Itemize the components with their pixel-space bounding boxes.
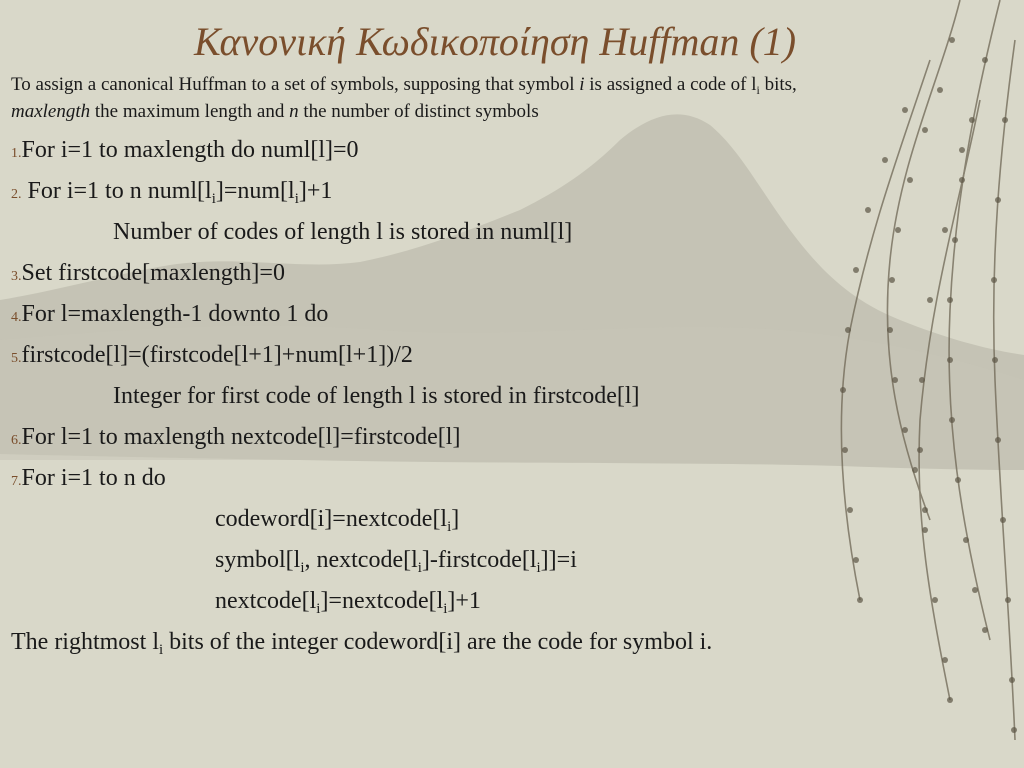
intro-text: the number of distinct symbols xyxy=(298,101,539,122)
step-text: For l=1 to maxlength nextcode[l]=firstcode[l] xyxy=(21,424,461,450)
step-4 xyxy=(11,299,328,333)
code-text: ]+1 xyxy=(447,588,481,614)
code-text: ] xyxy=(451,506,460,532)
intro-text: To assign a canonical Huffman to a set of symbols, supposing that symbol xyxy=(11,74,580,95)
code-text: nextcode[l xyxy=(215,588,317,614)
step-7 xyxy=(11,463,166,497)
intro-var-i: i xyxy=(579,74,585,95)
slide-title: Κανονική Κωδικοποίηση Huffman (1) xyxy=(193,19,797,64)
intro-var-n: n xyxy=(289,101,299,122)
step-5 xyxy=(11,340,413,374)
step-number: 7. xyxy=(11,474,22,489)
footer-text: The rightmost l xyxy=(11,629,159,655)
subscript: i xyxy=(417,560,422,577)
step-text: Set firstcode[maxlength]=0 xyxy=(21,260,285,286)
step-text: For i=1 to maxlength do numl[l]=0 xyxy=(21,137,359,163)
note-num-codes: Number of codes of length l is stored in numl[l] xyxy=(113,219,573,245)
step-text: ]=num[l xyxy=(215,178,295,204)
step-6 xyxy=(11,422,460,456)
code-codeword xyxy=(215,504,459,534)
step-1 xyxy=(11,135,359,169)
code-text: , nextcode[l xyxy=(304,547,418,573)
subscript: i xyxy=(316,601,321,618)
step-number: 3. xyxy=(11,269,22,284)
footer-text: bits of the integer codeword[i] are the code for symbol i. xyxy=(163,629,713,655)
subscript: i xyxy=(443,601,448,618)
subscript: i xyxy=(536,560,541,577)
intro-paragraph xyxy=(11,71,1001,125)
step-text: For l=maxlength-1 downto 1 do xyxy=(21,301,329,327)
subscript: i xyxy=(294,191,299,208)
step-text: ]+1 xyxy=(298,178,333,204)
subscript: i xyxy=(211,191,216,208)
code-text: ]-firstcode[l xyxy=(421,547,537,573)
intro-subscript: i xyxy=(756,84,760,98)
step-3 xyxy=(11,258,285,292)
subscript: i xyxy=(300,560,305,577)
note-first-code: Integer for first code of length l is stored in firstcode[l] xyxy=(113,383,640,409)
step-text: For i=1 to n numl[l xyxy=(21,178,212,204)
intro-var-maxlength: maxlength xyxy=(11,101,91,122)
footer-statement xyxy=(11,627,712,657)
step-number: 5. xyxy=(11,351,22,366)
step-number: 4. xyxy=(11,310,22,325)
step-number: 1. xyxy=(11,146,22,161)
code-text: ]]=i xyxy=(540,547,577,573)
step-number: 6. xyxy=(11,433,22,448)
code-text: codeword[i]=nextcode[l xyxy=(215,506,448,532)
code-symbol xyxy=(215,545,577,575)
step-number: 2. xyxy=(11,187,22,202)
code-text: symbol[l xyxy=(215,547,301,573)
intro-text: the maximum length and xyxy=(90,101,290,122)
code-nextcode xyxy=(215,586,481,616)
subscript: i xyxy=(447,519,452,536)
step-text: For i=1 to n do xyxy=(21,465,166,491)
intro-text: bits, xyxy=(759,74,797,95)
step-text: firstcode[l]=(firstcode[l+1]+num[l+1])/2 xyxy=(21,342,413,368)
code-text: ]=nextcode[l xyxy=(320,588,444,614)
intro-text: is assigned a code of l xyxy=(584,74,757,95)
subscript: i xyxy=(158,642,164,659)
step-2 xyxy=(11,176,332,210)
